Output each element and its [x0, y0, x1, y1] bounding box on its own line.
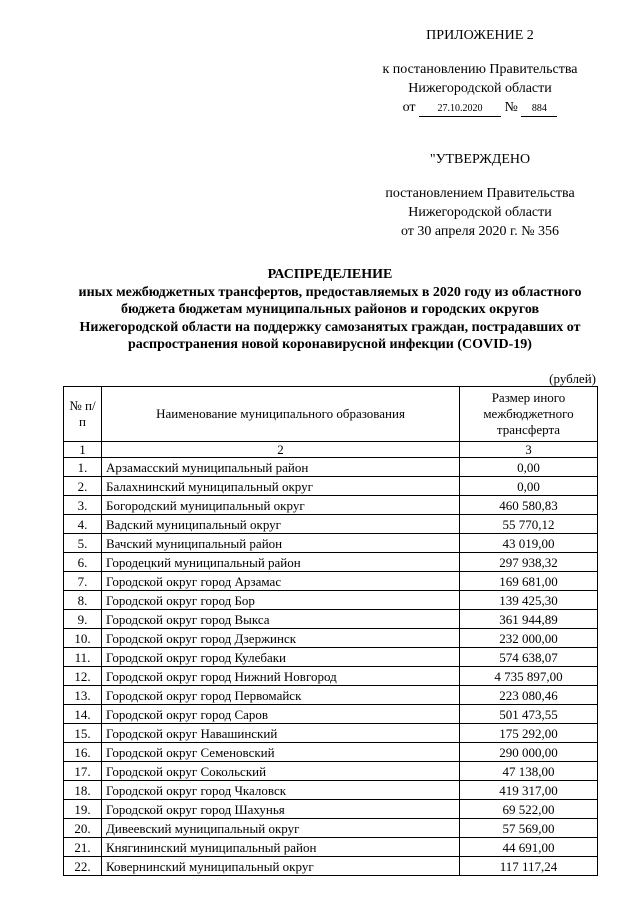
table-row — [64, 857, 598, 876]
date-prefix: от — [402, 100, 416, 115]
row-value: 117 117,24 — [460, 857, 598, 876]
header-name: Наименование муниципального образования — [102, 387, 460, 442]
number-prefix: № — [504, 100, 518, 115]
table-row — [64, 534, 598, 553]
table-row — [64, 762, 598, 781]
row-number: 12. — [64, 667, 102, 686]
table-row — [64, 458, 598, 477]
row-value: 290 000,00 — [460, 743, 598, 762]
row-name: Арзамасский муниципальный район — [102, 458, 460, 477]
row-name: Городской округ Сокольский — [102, 762, 460, 781]
row-number: 3. — [64, 496, 102, 515]
header-number: № п/п — [64, 387, 102, 442]
row-number: 13. — [64, 686, 102, 705]
table-row — [64, 781, 598, 800]
row-value: 175 292,00 — [460, 724, 598, 743]
row-value: 0,00 — [460, 477, 598, 496]
table-row — [64, 515, 598, 534]
row-number: 17. — [64, 762, 102, 781]
table-row — [64, 838, 598, 857]
table-row — [64, 705, 598, 724]
approved-line-3: от 30 апреля 2020 г. № 356 — [400, 224, 560, 239]
row-number: 16. — [64, 743, 102, 762]
title-subtitle: иных межбюджетных трансфертов, предоставляемых в 2020 году из областного бюджета бюджетам муниципальных районов и городских округов Нижегородской области на поддержку самозанятых граждан, пострадавших от распространения новой коронавирусной инфекции (COVID-19) — [78, 284, 582, 353]
row-name: Балахнинский муниципальный округ — [102, 477, 460, 496]
row-number: 18. — [64, 781, 102, 800]
approved-block — [360, 150, 600, 241]
row-number: 19. — [64, 800, 102, 819]
row-value: 232 000,00 — [460, 629, 598, 648]
row-number: 21. — [64, 838, 102, 857]
row-number: 1. — [64, 458, 102, 477]
row-number: 10. — [64, 629, 102, 648]
header-value: Размер иного межбюджетного трансферта — [460, 387, 598, 442]
row-value: 419 317,00 — [460, 781, 598, 800]
row-name: Вадский муниципальный округ — [102, 515, 460, 534]
row-number: 20. — [64, 819, 102, 838]
table-row — [64, 648, 598, 667]
row-name: Городской округ Семеновский — [102, 743, 460, 762]
row-value: 55 770,12 — [460, 515, 598, 534]
row-value: 574 638,07 — [460, 648, 598, 667]
row-value: 69 522,00 — [460, 800, 598, 819]
appendix-block — [360, 26, 600, 117]
row-value: 501 473,55 — [460, 705, 598, 724]
row-number: 14. — [64, 705, 102, 724]
row-name: Богородский муниципальный округ — [102, 496, 460, 515]
table-header-row — [64, 387, 598, 442]
row-value: 139 425,30 — [460, 591, 598, 610]
number-value: 884 — [521, 102, 557, 117]
appendix-date-line — [360, 98, 600, 117]
table-row — [64, 572, 598, 591]
row-value: 361 944,89 — [460, 610, 598, 629]
row-value: 223 080,46 — [460, 686, 598, 705]
row-value: 297 938,32 — [460, 553, 598, 572]
table-row — [64, 496, 598, 515]
row-number: 8. — [64, 591, 102, 610]
table-row — [64, 686, 598, 705]
row-name: Городской округ город Чкаловск — [102, 781, 460, 800]
row-name: Ковернинский муниципальный округ — [102, 857, 460, 876]
column-number: 2 — [102, 442, 460, 458]
table-row — [64, 800, 598, 819]
table-row — [64, 819, 598, 838]
table-row — [64, 667, 598, 686]
row-number: 5. — [64, 534, 102, 553]
row-number: 22. — [64, 857, 102, 876]
row-value: 47 138,00 — [460, 762, 598, 781]
row-name: Городской округ город Нижний Новгород — [102, 667, 460, 686]
row-value: 460 580,83 — [460, 496, 598, 515]
row-value: 43 019,00 — [460, 534, 598, 553]
row-name: Дивеевский муниципальный округ — [102, 819, 460, 838]
row-name: Городской округ город Шахунья — [102, 800, 460, 819]
row-number: 6. — [64, 553, 102, 572]
row-name: Городской округ город Бор — [102, 591, 460, 610]
approved-line-2: Нижегородской области — [408, 205, 552, 220]
row-number: 15. — [64, 724, 102, 743]
row-value: 169 681,00 — [460, 572, 598, 591]
column-number: 1 — [64, 442, 102, 458]
title-heading: РАСПРЕДЕЛЕНИЕ — [267, 267, 393, 282]
table-row — [64, 610, 598, 629]
row-name: Городской округ город Кулебаки — [102, 648, 460, 667]
row-name: Городской округ Навашинский — [102, 724, 460, 743]
row-name: Городской округ город Саров — [102, 705, 460, 724]
approved-title: "УТВЕРЖДЕНО — [429, 152, 531, 167]
distribution-table — [63, 386, 598, 876]
row-value: 4 735 897,00 — [460, 667, 598, 686]
column-number: 3 — [460, 442, 598, 458]
date-value: 27.10.2020 — [419, 102, 501, 117]
table-row — [64, 629, 598, 648]
row-name: Городской округ город Арзамас — [102, 572, 460, 591]
row-number: 7. — [64, 572, 102, 591]
column-number-row — [64, 442, 598, 458]
document-title — [70, 266, 590, 354]
appendix-line-1: к постановлению Правительства — [382, 62, 578, 77]
appendix-line-2: Нижегородской области — [408, 81, 552, 96]
table-row — [64, 591, 598, 610]
row-value: 57 569,00 — [460, 819, 598, 838]
row-number: 2. — [64, 477, 102, 496]
row-name: Городской округ город Первомайск — [102, 686, 460, 705]
row-number: 4. — [64, 515, 102, 534]
row-name: Городской округ город Выкса — [102, 610, 460, 629]
appendix-title: ПРИЛОЖЕНИЕ 2 — [426, 28, 534, 43]
units-label: (рублей) — [549, 371, 596, 386]
row-name: Вачский муниципальный район — [102, 534, 460, 553]
table-body — [64, 458, 598, 876]
row-number: 9. — [64, 610, 102, 629]
row-name: Княгининский муниципальный район — [102, 838, 460, 857]
table-row — [64, 724, 598, 743]
row-value: 0,00 — [460, 458, 598, 477]
table-row — [64, 477, 598, 496]
row-name: Городской округ город Дзержинск — [102, 629, 460, 648]
approved-line-1: постановлением Правительства — [385, 186, 575, 201]
table-row — [64, 553, 598, 572]
table-row — [64, 743, 598, 762]
row-name: Городецкий муниципальный район — [102, 553, 460, 572]
row-value: 44 691,00 — [460, 838, 598, 857]
row-number: 11. — [64, 648, 102, 667]
